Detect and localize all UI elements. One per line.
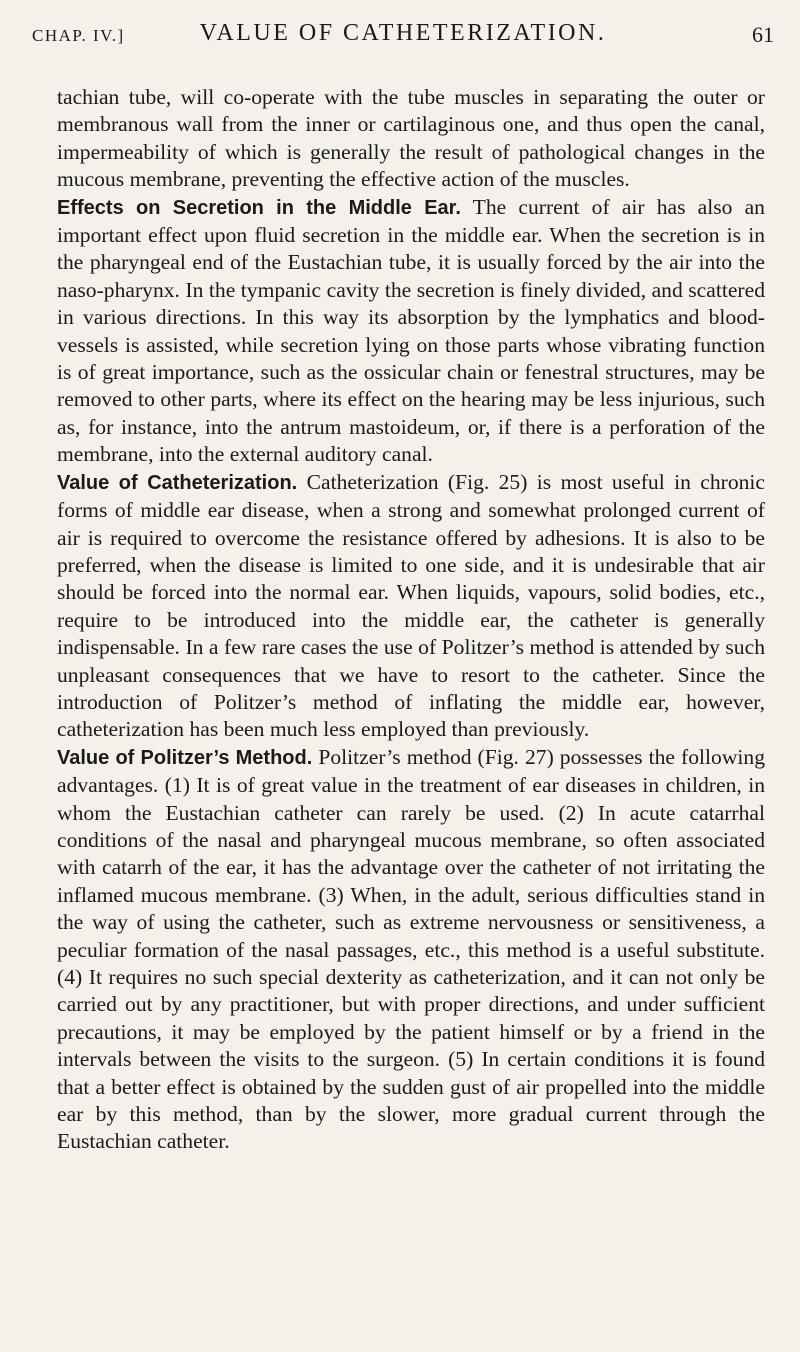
paragraph-text: Politzer’s method (Fig. 27) possesses the following advantages. (1) It is of great value in the treatment of ear diseases in children, in whom the Eustachian catheter can rarely be used. (2) In acute catarrhal conditions of the nasal and pharyngeal mucous membrane, so often associated with catarrh of the ear, it has the advantage over the catheter of not irritating the inflamed mucous membrane. (3) When, in the adult, serious difficulties stand in the way of using the catheter, such as extreme nervousness or sensitiveness, a peculiar formation of the nasal passages, etc., this method is a useful substitute. (4) It requires no such special dexterity as catheterization, and it can not only be carried out by any practitioner, but with proper directions, and under sufficient precautions, it may be employed by the patient himself or by a friend in the intervals between the visits to the surgeon. (5) In certain conditions it is found that a better effect is obtained by the sudden gust of air propelled into the middle ear by this method, than by the slower, more gradual current through the Eustachian catheter. bbox=[57, 744, 766, 1154]
paragraph-secretion bbox=[57, 194, 765, 469]
paragraph-text: tachian tube, will co-operate with the tube muscles in separating the outer or membranous wall from the inner or cartilaginous one, and thus open the canal, impermeability of which is generally the result of pathological changes in the mucous membrane, preventing the effective action of the muscles. bbox=[57, 85, 765, 192]
section-heading-secretion: Effects on Secretion in the Middle Ear. bbox=[57, 196, 461, 219]
body-text bbox=[57, 84, 765, 1156]
running-header bbox=[32, 20, 774, 54]
section-heading-politzer: Value of Politzer’s Method. bbox=[57, 746, 313, 769]
paragraph-text: Catheterization (Fig. 25) is most useful in chronic forms of middle ear disease, when a strong and somewhat prolonged current of air is required to overcome the resistance offered by adhesions. It is also to be preferred, when the disease is limited to one side, and it is undesirable that air should be forced into the normal ear. When liquids, vapours, solid bodies, etc., require to be introduced into the middle ear, the catheter is generally indispensable. In a few rare cases the use of Politzer’s method is attended by such unpleasant consequences that we have to resort to the catheter. Since the introduction of Politzer’s method of inflating the middle ear, however, catheterization has been much less employed than previously. bbox=[57, 469, 765, 742]
section-heading-catheterization: Value of Catheterization. bbox=[57, 471, 298, 494]
paragraph-text: The current of air has also an important effect upon fluid secretion in the middle ear. When the secretion is in the pharyngeal end of the Eustachian tube, it is usually forced by the air into the naso-pharynx. In the tympanic cavity the secretion is finely divided, and scattered in various directions. In this way its absorption by the lymphatics and blood-vessels is assisted, while secretion lying on those parts whose vibrating function is of great importance, such as the ossicular chain or fenestral structures, may be removed to other parts, where its effect on the hearing may be less injurious, such as, for instance, into the antrum mastoideum, or, if there is a perforation of the membrane, into the external auditory canal. bbox=[57, 194, 765, 467]
paragraph-continuation bbox=[57, 84, 765, 194]
page-number: 61 bbox=[752, 22, 774, 47]
running-title: VALUE OF CATHETERIZATION. bbox=[199, 20, 607, 46]
paragraph-catheterization bbox=[57, 469, 765, 744]
paragraph-politzer bbox=[57, 744, 765, 1156]
chapter-label: CHAP. IV.] bbox=[32, 26, 125, 45]
